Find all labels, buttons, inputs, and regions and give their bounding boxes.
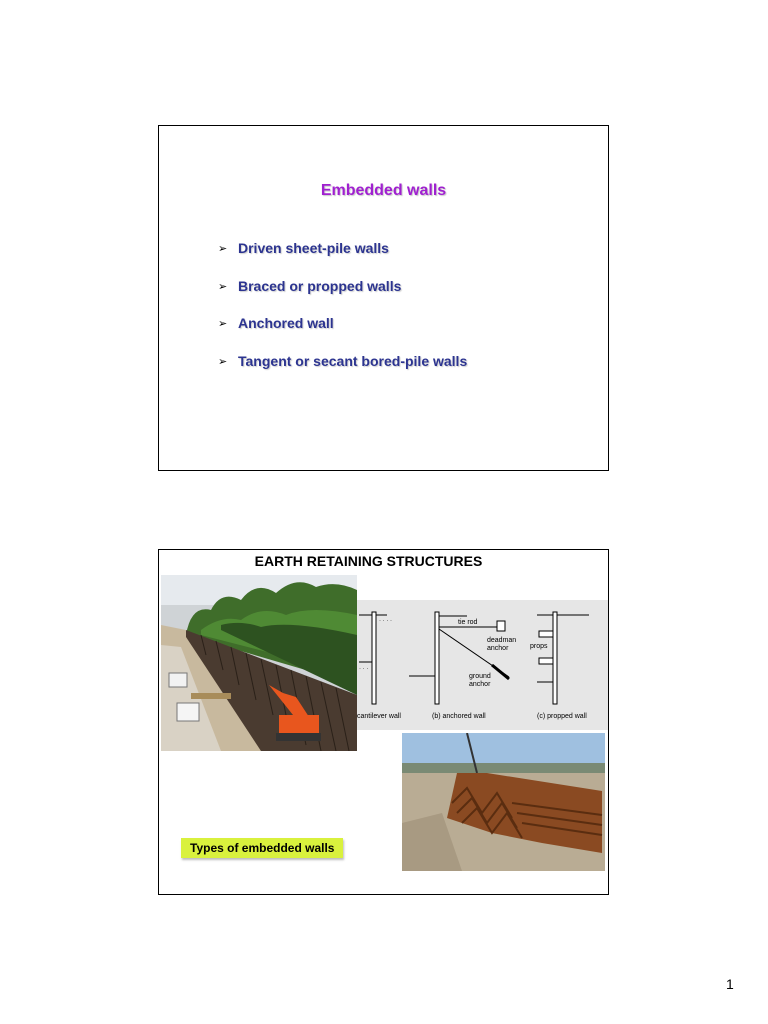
arrow-bullet-icon: ➢ — [218, 280, 228, 293]
slide-title: EARTH RETAINING STRUCTURES — [254, 553, 483, 569]
slide-title: Embedded walls — [320, 182, 447, 199]
ground-anchor-label-line1: ground — [469, 673, 491, 680]
deadman-anchor-label-line2: anchor — [487, 645, 509, 652]
slide-earth-retaining-structures — [158, 549, 609, 895]
bullet-item — [218, 315, 467, 353]
propped-wall-caption: (c) propped wall — [537, 713, 587, 720]
svg-text:· · ·: · · · — [359, 666, 369, 672]
arrow-bullet-icon: ➢ — [218, 318, 228, 330]
anchored-wall-caption: (b) anchored wall — [432, 713, 486, 720]
props-label: props — [530, 643, 548, 650]
bullet-list — [218, 240, 467, 390]
deadman-anchor-label-line1: deadman — [487, 637, 517, 644]
types-of-embedded-walls-caption: Types of embedded walls — [181, 838, 343, 858]
bullet-text: Braced or propped walls — [238, 277, 402, 294]
arrow-bullet-icon: ➢ — [218, 243, 228, 255]
embedded-wall-types-diagram — [357, 600, 608, 730]
sheet-pile-site-photo — [161, 575, 357, 751]
arrow-bullet-icon: ➢ — [218, 355, 228, 368]
bullet-item — [218, 240, 467, 278]
bullet-text: Anchored wall — [238, 315, 334, 331]
bullet-text: Driven sheet-pile walls — [238, 240, 389, 256]
page-number: 1 — [726, 976, 734, 992]
bullet-item — [218, 278, 467, 316]
bullet-text: Tangent or secant bored-pile walls — [238, 352, 468, 369]
svg-text:· · · ·: · · · · — [379, 618, 392, 624]
slide-embedded-walls — [158, 125, 609, 471]
bullet-item — [218, 353, 467, 391]
steel-sheet-piles-photo — [402, 733, 605, 871]
cantilever-wall-caption: cantilever wall — [357, 713, 401, 720]
ground-anchor-label-line2: anchor — [469, 681, 491, 688]
tie-rod-label: tie rod — [458, 619, 478, 626]
